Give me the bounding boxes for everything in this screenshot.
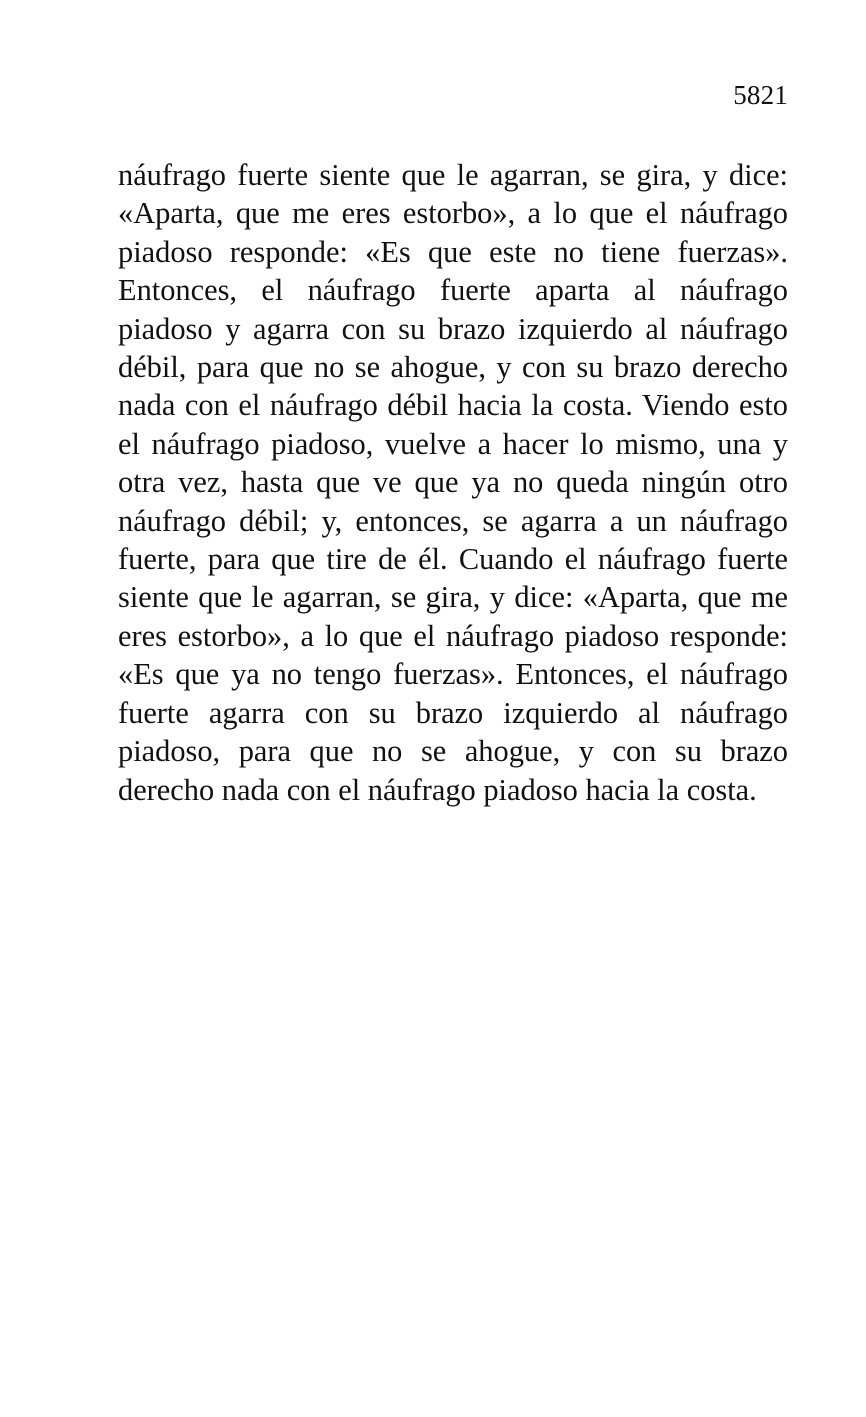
body-paragraph: náufrago fuerte siente que le agarran, se gira, y dice: «Aparta, que me eres estorbo», a lo que el náufrago piadoso responde: «Es que este no tiene fuerzas». Entonces, el náufrago fuerte aparta al náufrago piadoso y agarra con su brazo izquierdo al náufrago débil, para que no se ahogue, y con su brazo derecho nada con el náufrago débil hacia la costa. Viendo esto el náufrago piadoso, vuelve a hacer lo mismo, una y otra vez, hasta que ve que ya no queda ningún otro náufrago débil; y, entonces, se agarra a un náufrago fuerte, para que tire de él. Cuando el náufrago fuerte siente que le agarran, se gira, y dice: «Aparta, que me eres estorbo», a lo que el náufrago piadoso responde: «Es que ya no tengo fuerzas». Entonces, el náufrago fuerte agarra con su brazo izquierdo al náufrago piadoso, para que no se ahogue, y con su brazo derecho nada con el náufrago piadoso hacia la costa. bbox=[118, 158, 788, 807]
page-number: 5821 bbox=[733, 80, 788, 110]
